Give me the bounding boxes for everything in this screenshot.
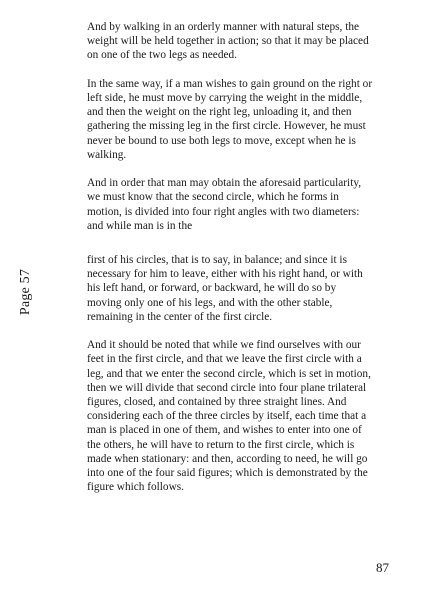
paragraph-5: And it should be noted that while we find ourselves with our feet in the first circle, and that we leave the first circle with a leg, and that we enter the second circle, which is set in motion, then we will divide that second circle into four plane trilateral figures, closed, and contained by three straight lines. And considering each of the three circles by itself, each time that a man is placed in one of them, and wishes to enter into one of the others, he will have to return to the first circle, which is made when stationary: and then, according to need, he will go into one of the four said figures; which is demonstrated by the figure which follows.: [87, 339, 371, 494]
body-text: [87, 20, 373, 509]
paragraph-3: And in order that man may obtain the aforesaid particularity, we must know that the second circle, which he forms in motion, is divided into four right angles with two diameters: and while man is in the: [87, 177, 362, 232]
paragraph-4: first of his circles, that is to say, in balance; and since it is necessary for him to leave, either with his right hand, or with his left hand, or forward, or backward, he will do so by moving only one of his legs, and with the other stable, remaining in the center of the first circle.: [87, 254, 363, 323]
side-page-label: Page 57: [18, 268, 33, 316]
page-number: 87: [376, 560, 389, 575]
paragraph-2: In the same way, if a man wishes to gain ground on the right or left side, he must move by carrying the weight in the middle, and then the weight on the right leg, unloading it, and then gathering the missing leg in the first circle. However, he must never be bound to use both legs to move, except when he is walking.: [87, 77, 373, 161]
paragraph-1: And by walking in an orderly manner with natural steps, the weight will be held together in action; so that it may be placed on one of the two legs as needed.: [87, 21, 369, 62]
